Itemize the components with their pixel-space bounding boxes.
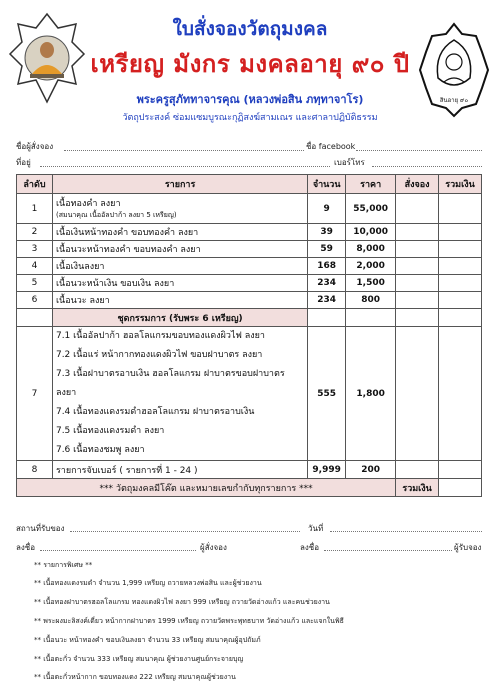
note-line: ** เนื้อตะกั่ว จำนวน 333 เหรียญ สมนาคุณ ผู้ช่วยงานศูนย์กระจายบุญ: [34, 655, 244, 663]
notes-title: ** รายการพิเศษ **: [34, 561, 93, 569]
order-input[interactable]: [396, 275, 439, 292]
col-no: ลำดับ: [17, 175, 53, 194]
pickup-label: สถานที่รับของ: [16, 524, 65, 533]
order-input[interactable]: [396, 327, 439, 461]
col-total: รวมเงิน: [439, 175, 482, 194]
note-line: ** เนื้อทองฝาบาตรฮอลโลแกรม ทองแดงผิวไฟ ลงยา 999 เหรียญ ถวายวัดอ่างแก้ว และคนช่วยงาน: [34, 598, 330, 606]
table-header-row: [17, 175, 482, 194]
order-input[interactable]: [396, 194, 439, 224]
facebook-label: ชื่อ facebook: [306, 142, 356, 151]
col-item: รายการ: [52, 175, 307, 194]
monk-name: พระครูสุภัททาจารคุณ (หลวงพ่อสิน ภทฺทาจาโร): [136, 93, 364, 106]
pickup-field[interactable]: [70, 531, 300, 532]
item-name: เนื้อนวะ ลงยา: [52, 292, 307, 309]
note-line: ** เนื้อทองแดงรมดำ จำนวน 1,999 เหรียญ ถวายหลวงพ่อสิน และผู้ช่วยงาน: [34, 579, 262, 587]
total-cell: [439, 327, 482, 461]
sign-label-orderer: ลงชื่อ: [16, 543, 36, 552]
set-item: 7.1 เนื้ออัลปาก้า ฮอลโลแกรมขอบทองแดงผิวไฟ ลงยา: [55, 331, 265, 341]
address-label: ที่อยู่: [16, 158, 31, 167]
table-row: 2 เนื้อเงินหน้าทองคำ ขอบทองคำ ลงยา 39 10,000: [17, 224, 482, 241]
total-cell: [439, 292, 482, 309]
set-title: ชุดกรรมการ (รับพระ 6 เหรียญ): [52, 309, 307, 327]
set-item: 7.2 เนื้อแร่ หน้ากากทองแดงผิวไฟ ขอบฝาบาตร ลงยา: [55, 350, 263, 360]
total-cell: [439, 194, 482, 224]
total-row: [17, 479, 482, 497]
total-cell: [439, 241, 482, 258]
order-input[interactable]: [396, 224, 439, 241]
orderer-signature-field[interactable]: [40, 550, 196, 551]
phone-label: เบอร์โทร: [334, 158, 365, 167]
table-row: 6 เนื้อนวะ ลงยา 234 800: [17, 292, 482, 309]
order-input[interactable]: [396, 461, 439, 479]
table-row: 8 รายการจับเบอร์ ( รายการที่ 1 - 24 ) 9,999 200: [17, 461, 482, 479]
item-name: เนื้อเงินลงยา: [52, 258, 307, 275]
set-item: 7.6 เนื้อทองชมพู ลงยา: [55, 445, 145, 455]
receiver-signature-field[interactable]: [324, 550, 452, 551]
purpose-text: วัตถุประสงค์ ซ่อมแซมบูรณะกุฏิสงฆ์สามเณร และศาลาปฏิบัติธรรม: [122, 113, 378, 123]
total-label: รวมเงิน: [396, 479, 439, 497]
col-qty: จำนวน: [308, 175, 346, 194]
item-name: เนื้อทองคำ ลงยา: [55, 199, 121, 209]
order-input[interactable]: [396, 241, 439, 258]
footer-note: *** วัตถุมงคลมีโค๊ต และหมายเลขกำกับทุกรายการ ***: [17, 479, 396, 497]
order-input[interactable]: [396, 292, 439, 309]
note-line: ** พระผงมะลิสงค์เดี่ยว หน้ากากฝาบาตร 1999 เหรียญ ถวายวัดพระพุทธบาท วัดอ่างแก้ว และแจกในพิธี: [34, 617, 344, 625]
coin-title: เหรียญ มังกร มงคลอายุ ๙๐ ปี: [90, 50, 410, 78]
logo-right-text: สินอายุ ๙๐: [439, 97, 469, 104]
table-row: 1 เนื้อทองคำ ลงยา (สมนาคุณ เนื้ออัลปาก้า ลงยา 5 เหรียญ) 9 55,000: [17, 194, 482, 224]
item-name: เนื้อเงินหน้าทองคำ ขอบทองคำ ลงยา: [52, 224, 307, 241]
facebook-field[interactable]: [356, 150, 482, 151]
set-item: 7.3 เนื้อฝาบาตรอาบเงิน ฮอลโลแกรม ฝาบาตรขอบฝาบาตร ลงยา: [55, 369, 285, 398]
note-line: ** เนื้อนวะ หน้าทองคำ ขอบเงินลงยา จำนวน 33 เหรียญ สมนาคุณผู้อุปถัมภ์: [34, 636, 261, 644]
date-field[interactable]: [330, 531, 482, 532]
set-item: 7.4 เนื้อทองแดงรมดำฮอลโลแกรม ฝาบาตรอาบเงิน: [55, 407, 255, 417]
total-cell: [439, 224, 482, 241]
item-name: รายการจับเบอร์ ( รายการที่ 1 - 24 ): [52, 461, 307, 479]
note-line: ** เนื้อตะกั่วหน้ากาก ขอบทองแดง 222 เหรียญ สมนาคุณผู้ช่วยงาน: [34, 673, 236, 681]
orderer-label: ผู้สั่งจอง: [200, 543, 227, 552]
order-input[interactable]: [396, 258, 439, 275]
address-field[interactable]: [40, 166, 330, 167]
grand-total-cell: [439, 479, 482, 497]
col-order: สั่งจอง: [396, 175, 439, 194]
item-name: เนื้อนวะหน้าทองคำ ขอบทองคำ ลงยา: [52, 241, 307, 258]
receiver-label: ผู้รับจอง: [454, 543, 482, 552]
item-note: (สมนาคุณ เนื้ออัลปาก้า ลงยา 5 เหรียญ): [55, 211, 177, 219]
table-row: 3 เนื้อนวะหน้าทองคำ ขอบทองคำ ลงยา 59 8,000: [17, 241, 482, 258]
set-row: 7 7.1 เนื้ออัลปาก้า ฮอลโลแกรมขอบทองแดงผิวไฟ ลงยา 7.2 เนื้อแร่ หน้ากากทองแดงผิวไฟ ขอบฝาบาตร ลงยา 7.3 เนื้อฝาบาตรอาบเงิน ฮอลโลแกรม ฝาบาตรขอบฝาบาตร ลงยา 7.4 เนื้อทองแดงรมดำฮอลโลแกรม ฝาบาตรอาบเงิน 7.5 เนื้อทองแดงรมดำ ลงยา 7.6 เนื้อทองชมพู ลงยา 555 1,800: [17, 327, 482, 461]
order-table: [16, 174, 482, 497]
coin-emblem-logo: [418, 22, 490, 118]
name-label: ชื่อผู้สั่งจอง: [16, 142, 54, 151]
item-name: เนื้อนวะหน้าเงิน ขอบเงิน ลงยา: [52, 275, 307, 292]
col-price: ราคา: [346, 175, 396, 194]
name-field[interactable]: [64, 150, 304, 151]
document-title: ใบสั่งจองวัตถุมงคล: [172, 18, 328, 40]
total-cell: [439, 258, 482, 275]
table-row: 4 เนื้อเงินลงยา 168 2,000: [17, 258, 482, 275]
date-label: วันที่: [308, 524, 324, 533]
table-row: 5 เนื้อนวะหน้าเงิน ขอบเงิน ลงยา 234 1,500: [17, 275, 482, 292]
phone-field[interactable]: [372, 166, 482, 167]
set-item: 7.5 เนื้อทองแดงรมดำ ลงยา: [55, 426, 165, 436]
total-cell: [439, 461, 482, 479]
set-header-row: [17, 309, 482, 327]
total-cell: [439, 275, 482, 292]
header: [0, 0, 500, 130]
sign-label-receiver: ลงชื่อ: [300, 543, 320, 552]
